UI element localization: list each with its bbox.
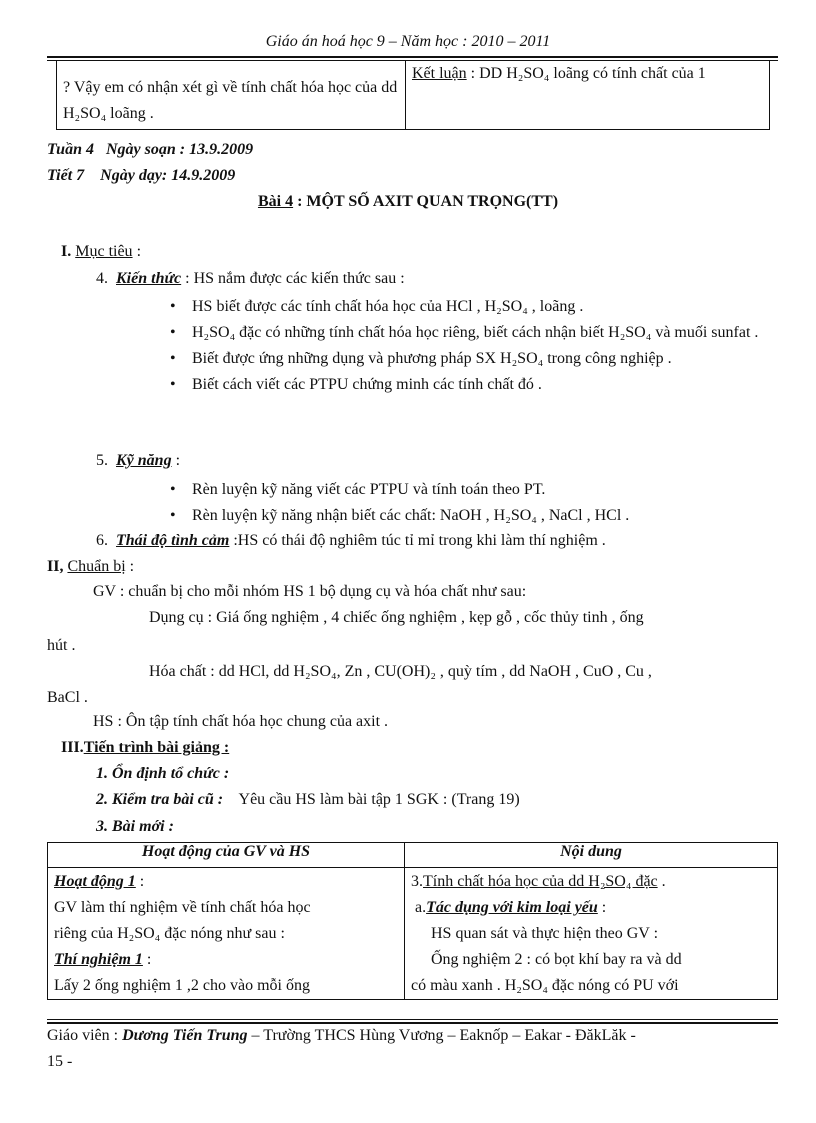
content-cell: 3.Tính chất hóa học của dd H₂SO₄ đặc . a.Tác dụng với kim loại yếu : HS quan sát và thực hiện theo GV : Ống nghiệm 2 : có bọt khí bay ra và dd có màu xanh . H₂SO₄ đặc nóng có PU với [405,868,778,1000]
knowledge-item: • H₂SO₄ đặc có những tính chất hóa học riêng, biết cách nhận biết H₂SO₄ và muối sunfat . [166,320,778,346]
skills-item: • Rèn luyện kỹ năng viết các PTPU và tính toán theo PT. [166,477,778,503]
prep-chem-2: BaCl . [47,689,88,706]
top-table [56,61,770,130]
header-rule [47,56,778,58]
prep-hs: HS : Ôn tập tính chất hóa học chung của axit . [93,713,389,730]
prep-chem-1: Hóa chất : dd HCl, dd H₂SO₄, Zn , CU(OH)₂ , quỳ tím , dd NaOH , CuO , Cu , [149,663,652,680]
knowledge-item: • HS biết được các tính chất hóa học của HCl , H₂SO₄ , loãng . [166,294,778,320]
teach-date: Ngày dạy: 14.9.2009 [100,167,236,184]
preparation-heading: II, Chuẩn bị : [47,558,135,575]
meta-line-1 [47,141,253,159]
conclusion-text: : DD H₂SO₄ loãng có tính chất của 1 [470,65,706,82]
lesson-title [0,193,816,211]
prep-tools-2: hút . [47,637,76,654]
prep-tools-1: Dụng cụ : Giá ống nghiệm , 4 chiếc ống nghiệm , kẹp gỗ , cốc thủy tinh , ống [149,609,644,626]
process-step-1: 1. Ổn định tổ chức : [96,765,230,782]
prep-gv: GV : chuẩn bị cho mỗi nhóm HS 1 bộ dụng cụ và hóa chất như sau: [93,583,527,600]
period: Tiết 7 [47,167,85,184]
top-table-left: ? Vậy em có nhận xét gì về tính chất hóa học của dd H₂SO₄ loãng . [57,61,406,130]
skills-item: • Rèn luyện kỹ năng nhận biết các chất: NaOH , H₂SO₄ , NaCl , HCl . [166,503,778,529]
prep-date: Ngày soạn : 13.9.2009 [105,141,254,158]
lesson-label: Bài 4 [257,193,294,210]
col-header-content: Nội dung [405,843,778,868]
page-number: 15 - [47,1053,73,1070]
page-header: Giáo án hoá học 9 – Năm học : 2010 – 2011 [265,33,551,50]
activity-cell: Hoạt động 1 : GV làm thí nghiệm về tính chất hóa học riêng của H₂SO₄ đặc nóng như sau : Thí nghiệm 1 : Lấy 2 ống nghiệm 1 ,2 cho vào mỗi ống [48,868,405,1000]
skills-line: 5. Kỹ năng : [96,452,181,469]
teacher-name: Dương Tiến Trung [122,1027,248,1044]
knowledge-item: • Biết được ứng những dụng và phương pháp SX H₂SO₄ trong công nghiệp . [166,346,778,372]
knowledge-label: Kiến thức [116,270,182,287]
footer-rule [47,1022,778,1024]
top-table-right [406,61,770,130]
activity-table [47,842,778,1000]
footer-rule-thin [47,1019,778,1020]
attitude-label: Thái độ tình cảm [116,532,230,549]
process-step-2: 2. Kiểm tra bài cũ : Yêu cầu HS làm bài tập 1 SGK : (Trang 19) [96,791,520,808]
col-header-activity: Hoạt động của GV và HS [48,843,405,868]
knowledge-list [166,294,778,398]
skills-label: Kỹ năng [116,452,172,469]
knowledge-item: • Biết cách viết các PTPU chứng minh các tính chất đó . [166,372,778,398]
objectives-heading: I. Mục tiêu : [61,243,142,260]
footer-line: Giáo viên : Dương Tiến Trung – Trường THCS Hùng Vương – Eaknốp – Eakar - ĐăkLăk - [47,1027,636,1044]
attitude-line: 6. Thái độ tình cảm :HS có thái độ nghiêm túc tỉ mỉ trong khi làm thí nghiệm . [96,532,606,549]
meta-line-2 [47,167,235,185]
skills-list [166,477,778,529]
conclusion-label: Kết luận [412,65,467,82]
process-step-3: 3. Bài mới : [96,818,174,835]
process-heading: III.Tiến trình bài giảng : [61,739,230,756]
knowledge-line: 4. Kiến thức : HS nắm được các kiến thức sau : [96,270,405,287]
week: Tuần 4 [47,141,94,158]
lesson-name: : MỘT SỐ AXIT QUAN TRỌNG(TT) [297,193,559,210]
